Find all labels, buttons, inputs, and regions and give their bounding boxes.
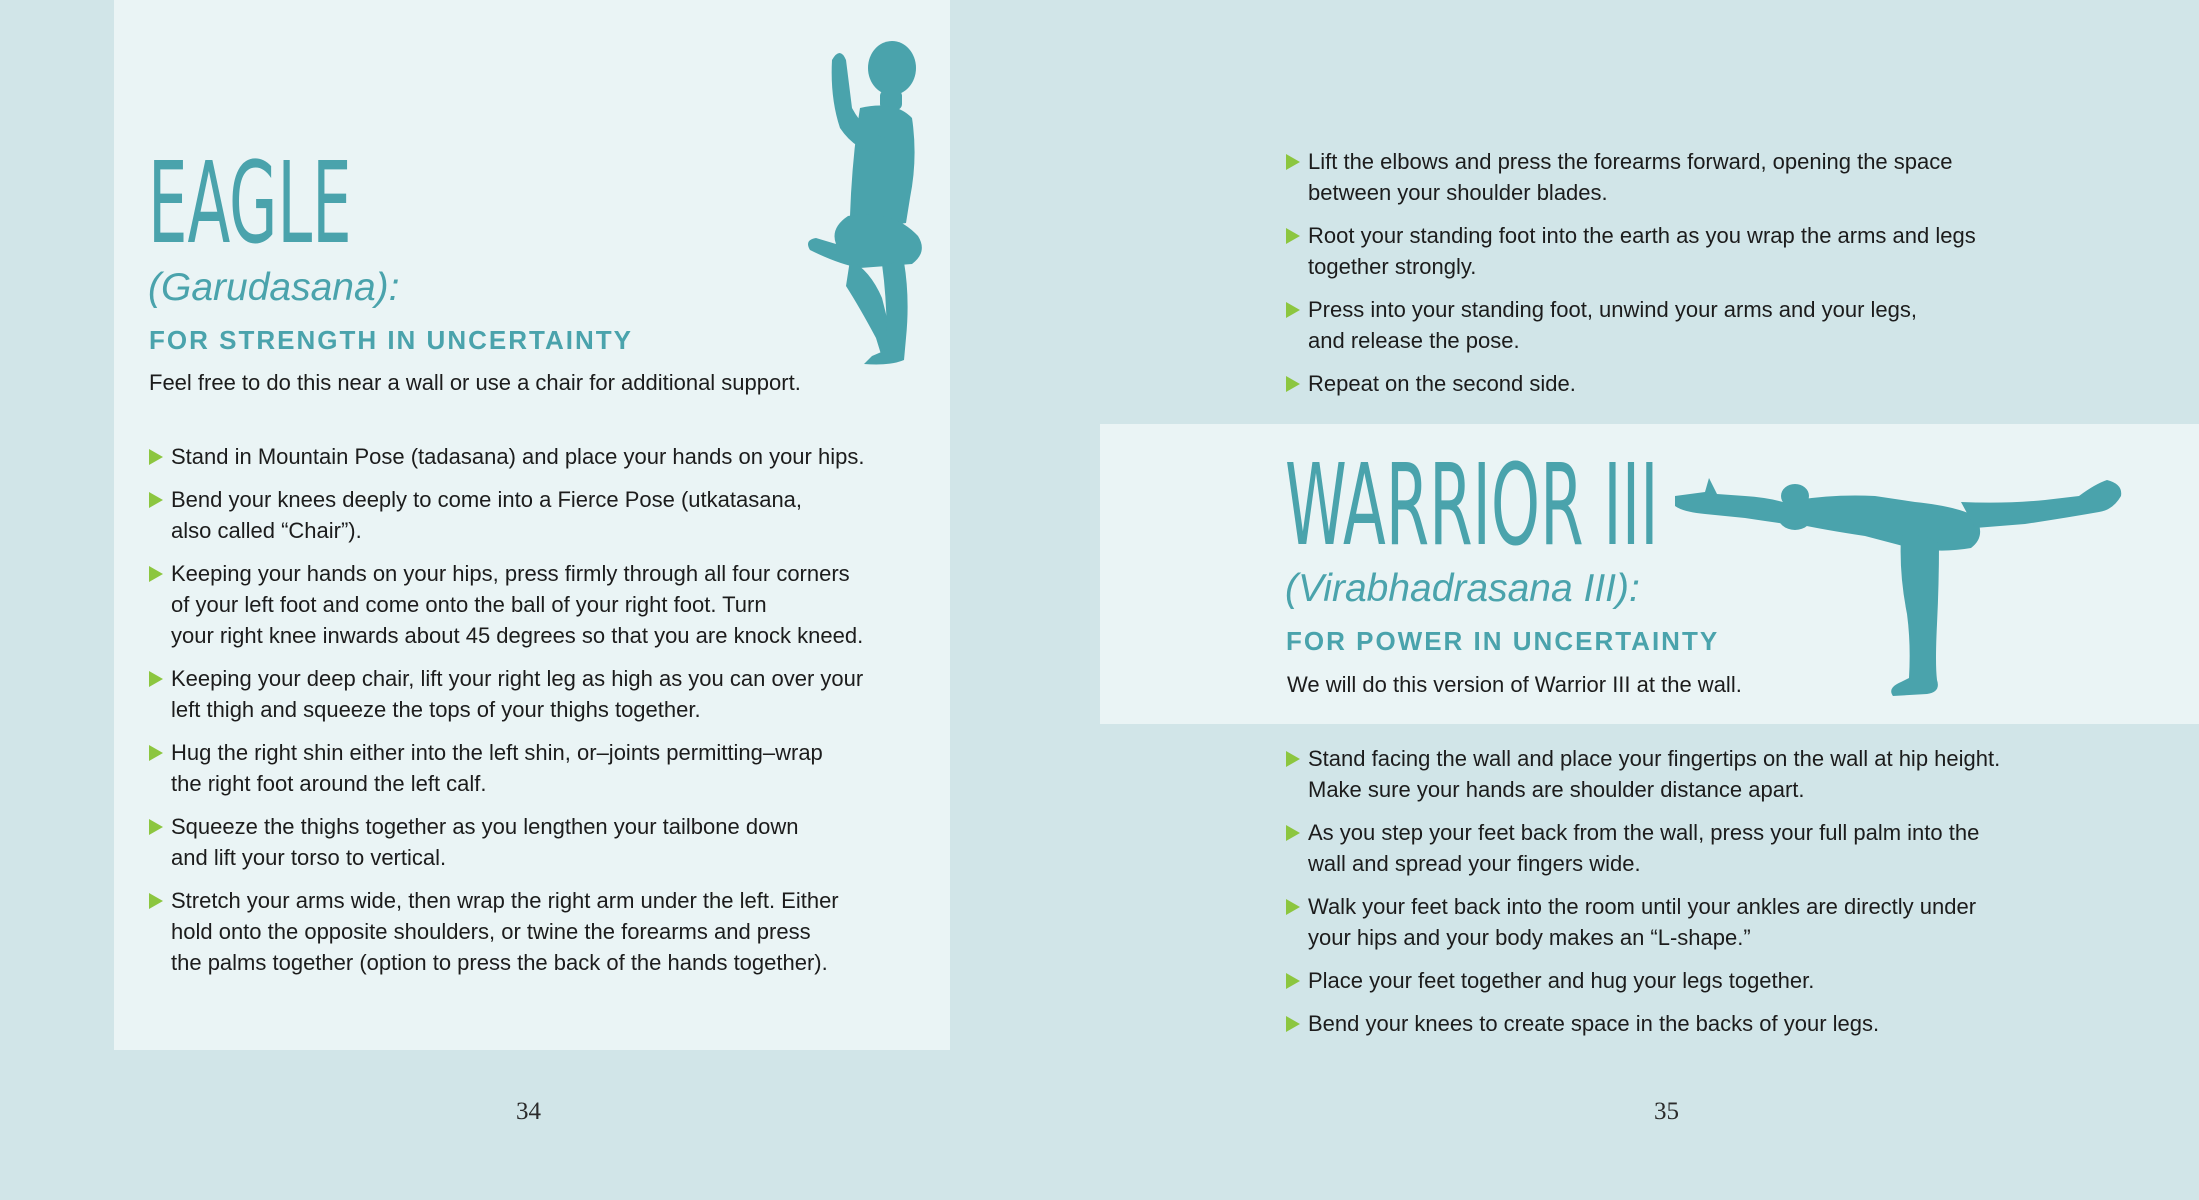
bullet-triangle-icon: [1286, 1016, 1300, 1032]
list-item: [1286, 368, 2106, 399]
bullet-triangle-icon: [1286, 376, 1300, 392]
step-text: Stretch your arms wide, then wrap the right arm under the left. Either hold onto the opposite shoulders, or twine the forearms and press the palms together (option to press the back of the hands together).: [171, 888, 839, 975]
list-item: [149, 885, 929, 978]
bullet-triangle-icon: [149, 671, 163, 687]
step-text: Press into your standing foot, unwind your arms and your legs, and release the pose.: [1308, 297, 1917, 353]
step-text: Hug the right shin either into the left shin, or–joints permitting–wrap the right foot around the left calf.: [171, 740, 823, 796]
list-item: [1286, 891, 2126, 953]
bullet-triangle-icon: [1286, 154, 1300, 170]
eagle-sanskrit-name: (Garudasana):: [148, 266, 400, 309]
page-number-left: 34: [516, 1098, 541, 1125]
list-item: [149, 811, 929, 873]
bullet-triangle-icon: [1286, 973, 1300, 989]
step-text: Bend your knees to create space in the backs of your legs.: [1308, 1011, 1880, 1036]
bullet-triangle-icon: [1286, 751, 1300, 767]
eagle-intro: Feel free to do this near a wall or use a chair for additional support.: [149, 370, 801, 395]
list-item: [149, 663, 929, 725]
list-item: [149, 484, 929, 546]
bullet-triangle-icon: [149, 492, 163, 508]
bullet-triangle-icon: [149, 745, 163, 761]
list-item: [1286, 1008, 2126, 1039]
warrior-three-pose-silhouette-icon: [1675, 474, 2125, 706]
step-text: Place your feet together and hug your legs together.: [1308, 968, 1815, 993]
eagle-subtitle: FOR STRENGTH IN UNCERTAINTY: [149, 325, 633, 355]
step-text: Squeeze the thighs together as you lengthen your tailbone down and lift your torso to vertical.: [171, 814, 799, 870]
list-item: [1286, 817, 2126, 879]
bullet-triangle-icon: [149, 566, 163, 582]
bullet-triangle-icon: [149, 893, 163, 909]
step-text: Stand facing the wall and place your fingertips on the wall at hip height. Make sure your hands are shoulder distance apart.: [1308, 746, 2001, 802]
list-item: [149, 558, 929, 651]
bullet-triangle-icon: [1286, 302, 1300, 318]
bullet-triangle-icon: [149, 449, 163, 465]
warrior-three-sanskrit-name: (Virabhadrasana III):: [1285, 567, 1640, 610]
list-item: [1286, 743, 2126, 805]
step-text: Walk your feet back into the room until your ankles are directly under your hips and your body makes an “L-shape.”: [1308, 894, 1977, 950]
list-item: [1286, 965, 2126, 996]
eagle-pose-silhouette-icon: [800, 38, 930, 378]
bullet-triangle-icon: [1286, 899, 1300, 915]
step-text: Stand in Mountain Pose (tadasana) and place your hands on your hips.: [171, 444, 865, 469]
eagle-steps-list: [149, 441, 929, 990]
eagle-title: EAGLE: [148, 139, 352, 269]
page-number-right: 35: [1654, 1098, 1679, 1125]
step-text: Bend your knees deeply to come into a Fierce Pose (utkatasana, also called “Chair”).: [171, 487, 803, 543]
step-text: Lift the elbows and press the forearms forward, opening the space between your shoulder blades.: [1308, 149, 1953, 205]
list-item: [1286, 294, 2106, 356]
step-text: Root your standing foot into the earth as you wrap the arms and legs together strongly.: [1308, 223, 1976, 279]
list-item: [149, 441, 929, 472]
step-text: Keeping your hands on your hips, press firmly through all four corners of your left foot and come onto the ball of your right foot. Turn your right knee inwards about 45 degrees so that you are knock kneed.: [171, 561, 864, 648]
step-text: Keeping your deep chair, lift your right leg as high as you can over your left thigh and squeeze the tops of your thighs together.: [171, 666, 864, 722]
bullet-triangle-icon: [1286, 825, 1300, 841]
list-item: [149, 737, 929, 799]
list-item: [1286, 146, 2106, 208]
warrior-three-subtitle: FOR POWER IN UNCERTAINTY: [1286, 626, 1720, 656]
bullet-triangle-icon: [149, 819, 163, 835]
step-text: Repeat on the second side.: [1308, 371, 1576, 396]
warrior-three-steps-list: [1286, 743, 2126, 1051]
step-text: As you step your feet back from the wall, press your full palm into the wall and spread your fingers wide.: [1308, 820, 1980, 876]
bullet-triangle-icon: [1286, 228, 1300, 244]
eagle-continued-steps-list: [1286, 146, 2106, 411]
warrior-three-title: WARRIOR III: [1285, 441, 1659, 571]
warrior-three-intro: We will do this version of Warrior III at the wall.: [1287, 672, 1742, 697]
list-item: [1286, 220, 2106, 282]
